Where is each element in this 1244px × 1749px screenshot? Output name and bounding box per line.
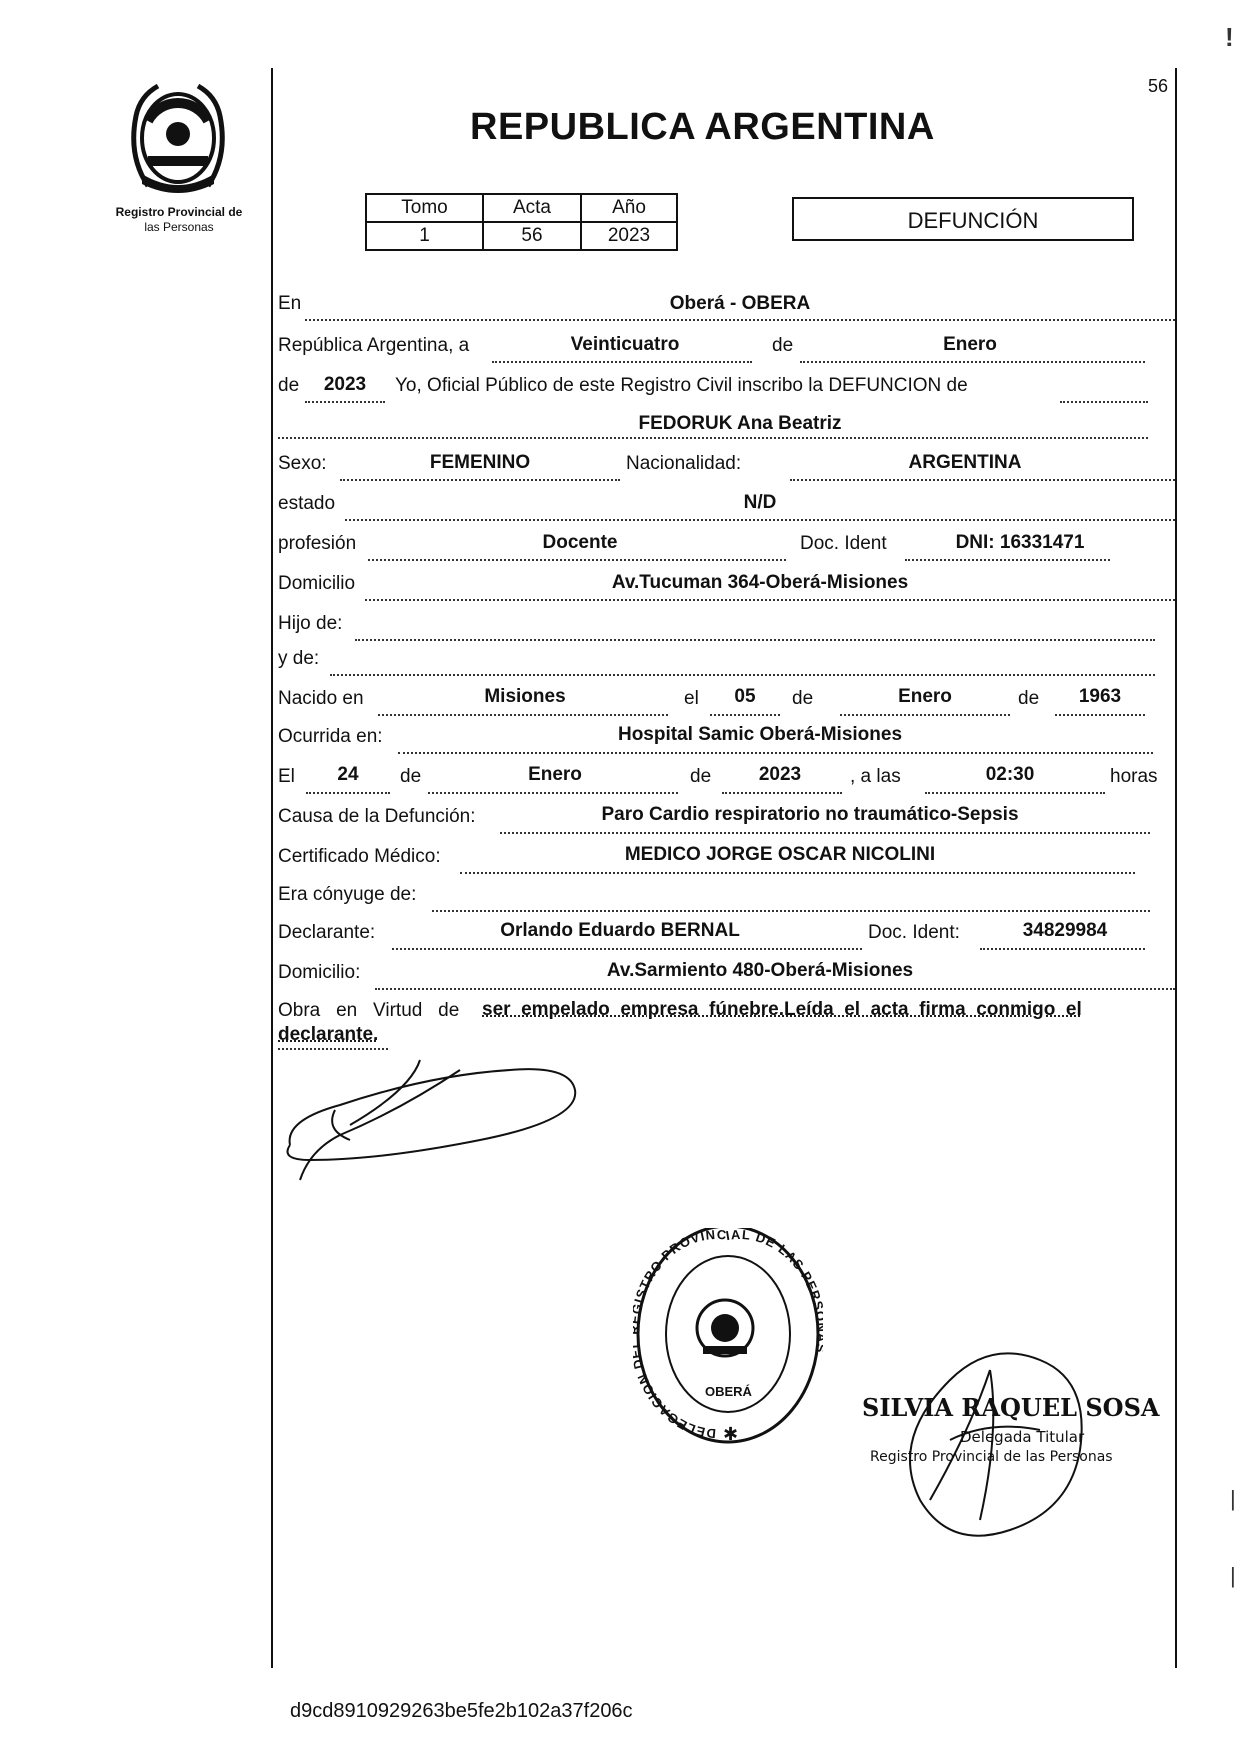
- dotted-line: [905, 559, 1110, 561]
- dotted-line: [492, 361, 752, 363]
- declarante-doc: 34829984: [1022, 920, 1108, 941]
- birth-year: 1963: [1078, 686, 1122, 707]
- death-day: 24: [337, 764, 359, 785]
- place-value: Oberá - OBERA: [669, 293, 811, 314]
- acta-value: 56: [483, 222, 581, 250]
- dotted-line: [428, 792, 678, 794]
- domicilio-label: Domicilio: [278, 573, 356, 594]
- sexo-value: FEMENINO: [429, 452, 531, 473]
- republica-label: República Argentina, a: [278, 335, 470, 356]
- ocurrida-value: Hospital Samic Oberá-Misiones: [617, 724, 903, 745]
- certificado-value: MEDICO JORGE OSCAR NICOLINI: [624, 844, 936, 865]
- acta-header: Acta: [483, 194, 581, 222]
- nacido-label: Nacido en: [278, 688, 364, 709]
- oval-stamp: [633, 1228, 823, 1456]
- agency-line-2: las Personas: [144, 220, 214, 234]
- el-label: el: [684, 688, 699, 709]
- estado-value: N/D: [743, 492, 777, 513]
- birth-day: 05: [734, 686, 756, 707]
- anio-header: Año: [581, 194, 677, 222]
- dotted-line: [306, 792, 390, 794]
- dotted-line: [500, 832, 1150, 834]
- dotted-line: [305, 319, 1175, 321]
- stamp-ring-text: DELEGACION STRO PROVINCIAL DE LAS PER: [633, 1228, 823, 1442]
- conyuge-label: Era cónyuge de:: [278, 884, 417, 905]
- estado-label: estado: [278, 493, 336, 514]
- de-label-6: de: [690, 766, 712, 787]
- dotted-line: [345, 519, 1175, 521]
- dotted-line: [460, 872, 1135, 874]
- el-label-2: El: [278, 766, 295, 787]
- svg-text:✱: ✱: [723, 1424, 739, 1444]
- dotted-line: [375, 988, 1175, 990]
- nacionalidad-label: Nacionalidad:: [626, 453, 742, 474]
- deceased-name: FEDORUK Ana Beatriz: [638, 413, 842, 434]
- dotted-line: [368, 559, 786, 561]
- domicilio-value: Av.Tucuman 364-Oberá-Misiones: [611, 572, 909, 593]
- birth-month: Enero: [898, 686, 952, 707]
- declarante-value: Orlando Eduardo BERNAL: [500, 920, 740, 941]
- dotted-line: [1060, 401, 1148, 403]
- dotted-line: [722, 792, 842, 794]
- scan-mark: |: [1230, 1486, 1236, 1511]
- dotted-line: [392, 948, 862, 950]
- obra-label: Obra en Virtud de: [278, 1000, 460, 1021]
- ref-value-row: [366, 222, 677, 250]
- agency-name: [96, 205, 262, 235]
- day-words-value: Veinticuatro: [570, 334, 680, 355]
- dotted-line: [378, 714, 668, 716]
- de-label-4: de: [1018, 688, 1040, 709]
- signatory-name: SILVIA RAQUEL SOSA: [862, 1393, 1160, 1422]
- death-time: 02:30: [985, 764, 1035, 785]
- month-value: Enero: [943, 334, 997, 355]
- tomo-value: 1: [366, 222, 483, 250]
- dotted-line: [278, 437, 1148, 439]
- profesion-label: profesión: [278, 533, 357, 554]
- dotted-line: [355, 639, 1155, 641]
- certificado-label: Certificado Médico:: [278, 846, 441, 867]
- right-margin-line: [1175, 68, 1177, 1668]
- de-label-3: de: [792, 688, 814, 709]
- dotted-line: [710, 714, 780, 716]
- doc-ident-label: Doc. Ident: [800, 533, 887, 554]
- dotted-line: [790, 479, 1175, 481]
- profesion-value: Docente: [542, 532, 618, 553]
- declarante-label: Declarante:: [278, 922, 376, 943]
- dotted-line: [925, 792, 1105, 794]
- dotted-line: [432, 910, 1150, 912]
- inscribe-text: Yo, Oficial Público de este Registro Civil inscribo la DEFUNCION de: [395, 375, 968, 396]
- causa-value: Paro Cardio respiratorio no traumático-Sepsis: [601, 804, 1019, 825]
- agency-line-1: Registro Provincial de: [115, 205, 243, 219]
- dotted-line: [305, 401, 385, 403]
- stamp-city: OBERÁ: [705, 1384, 752, 1399]
- y-de-label: y de:: [278, 648, 320, 669]
- misiones-seal-logo: [118, 76, 238, 196]
- page-title: REPUBLICA ARGENTINA: [470, 106, 935, 148]
- doc-type-label: DEFUNCIÓN: [907, 208, 1039, 233]
- ref-header-row: [366, 194, 677, 222]
- a-las-label: , a las: [850, 766, 901, 787]
- dotted-line: [980, 948, 1145, 950]
- scan-mark: !: [1225, 22, 1234, 52]
- dotted-line: [365, 599, 1175, 601]
- signatory-agency: Registro Provincial de las Personas: [870, 1449, 1113, 1465]
- de-label-5: de: [400, 766, 422, 787]
- obra-value-2: declarante.: [278, 1024, 379, 1045]
- acta-reference-table: [365, 193, 678, 251]
- doc-type-box: [792, 197, 1134, 241]
- ocurrida-label: Ocurrida en:: [278, 726, 383, 747]
- dotted-line: [1055, 714, 1145, 716]
- domicilio-label-2: Domicilio:: [278, 962, 361, 983]
- declarant-signature: [280, 1050, 600, 1190]
- nacionalidad-value: ARGENTINA: [908, 452, 1022, 473]
- dotted-line: [398, 752, 1153, 754]
- left-margin-line: [271, 68, 273, 1668]
- death-month: Enero: [528, 764, 582, 785]
- causa-label: Causa de la Defunción:: [278, 806, 476, 827]
- obra-value: ser empelado empresa fúnebre.Leída el acta firma conmigo el: [482, 999, 1082, 1020]
- en-label: En: [278, 293, 302, 314]
- sexo-label: Sexo:: [278, 453, 327, 474]
- tomo-header: Tomo: [366, 194, 483, 222]
- dotted-line: [840, 714, 1010, 716]
- death-year: 2023: [758, 764, 802, 785]
- domicilio-value-2: Av.Sarmiento 480-Oberá-Misiones: [606, 960, 914, 981]
- horas-label: horas: [1110, 766, 1158, 787]
- nacido-value: Misiones: [484, 686, 566, 707]
- scan-mark: |: [1230, 1563, 1236, 1588]
- dotted-line: [800, 361, 1145, 363]
- de-label-2: de: [278, 375, 300, 396]
- document-hash: d9cd8910929263be5fe2b102a37f206c: [290, 1700, 633, 1722]
- doc-ident-value: DNI: 16331471: [955, 532, 1085, 553]
- signatory-role: Delegada Titular: [960, 1428, 1085, 1446]
- page-number: 56: [1148, 76, 1169, 96]
- de-label: de: [772, 335, 794, 356]
- doc-ident-label-2: Doc. Ident:: [868, 922, 960, 943]
- hijo-label: Hijo de:: [278, 613, 343, 634]
- dotted-line: [330, 674, 1155, 676]
- year-value: 2023: [323, 374, 367, 395]
- anio-value: 2023: [581, 222, 677, 250]
- dotted-line: [340, 479, 620, 481]
